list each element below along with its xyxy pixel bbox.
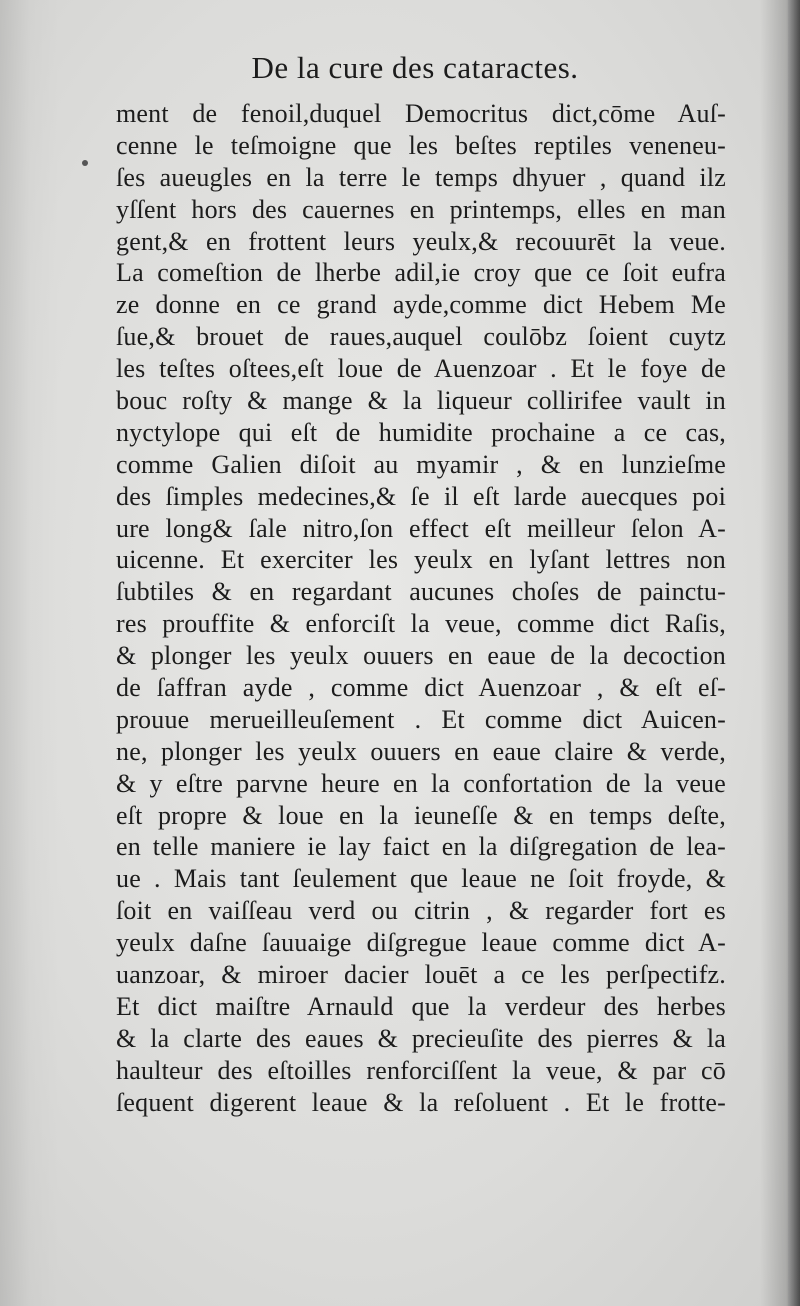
ink-mark [82,160,88,166]
text-line: en telle maniere ie lay faict en la diſgregation de lea- [116,832,726,862]
text-line: nyctylope qui eſt de humidite prochaine a ce cas, [116,417,726,447]
text-line: res prouffite & enforciſt la veue, comme dict Raſis, [116,609,726,639]
text-line: & y eſtre parvne heure en la confortation de la veue [116,768,726,798]
running-head: De la cure des cataractes. [251,50,579,85]
text-line: ſes aueugles en la terre le temps dhyuer , quand ilz [116,162,726,192]
text-line: des ſimples medecines,& ſe il eſt larde auecques poi [116,481,726,511]
text-line: La comeſtion de lherbe adil,ie croy que ce ſoit eufra [116,258,726,288]
text-line: yſſent hors des cauernes en printemps, elles en man [116,194,726,224]
text-line: comme Galien diſoit au myamir , & en lunzieſme [116,449,726,479]
text-line: ue . Mais tant ſeulement que leaue ne ſoit froyde, & [116,864,726,894]
text-line: & plonger les yeulx ouuers en eaue de la decoction [116,641,726,671]
text-line: ſubtiles & en regardant aucunes choſes de painctu- [116,577,726,607]
text-line: ſoit en vaiſſeau verd ou citrin , & regarder fort es [116,896,726,926]
text-line: ne, plonger les yeulx ouuers en eaue claire & verde, [116,736,726,766]
text-line: ſequent digerent leaue & la reſoluent . Et le frotte- [116,1087,726,1117]
text-line: prouue merueilleuſement . Et comme dict Auicen- [116,704,726,734]
text-line: les teſtes oſtees,eſt loue de Auenzoar . Et le foye de [116,354,726,384]
text-line: gent,& en frottent leurs yeulx,& recouurēt la veue. [116,226,726,256]
text-line: bouc roſty & mange & la liqueur collirifee vault in [116,386,726,416]
page-edge-shadow [788,0,800,1306]
text-line: ze donne en ce grand ayde,comme dict Hebem Me [116,290,726,320]
text-line: haulteur des eſtoilles renforciſſent la veue, & par cō [116,1055,726,1085]
text-line: uanzoar, & miroer dacier louēt a ce les perſpectifz. [116,960,726,990]
text-line: uicenne. Et exerciter les yeulx en lyſant lettres non [116,545,726,575]
text-line: Et dict maiſtre Arnauld que la verdeur des herbes [116,991,726,1021]
text-line: ſue,& brouet de raues,auquel coulōbz ſoient cuytz [116,322,726,352]
body-text [116,98,726,1119]
text-line: yeulx daſne ſauuaige diſgregue leaue comme dict A- [116,928,726,958]
text-line: & la clarte des eaues & precieuſite des pierres & la [116,1023,726,1053]
text-line: ment de fenoil,duquel Democritus dict,cōme Auſ- [116,99,726,128]
text-line: ure long& ſale nitro,ſon effect eſt meilleur ſelon A- [116,513,726,543]
text-line: de ſaffran ayde , comme dict Auenzoar , & eſt eſ- [116,673,726,703]
text-line: cenne le teſmoigne que les beſtes reptiles veneneu- [116,130,726,160]
text-line: eſt propre & loue en la ieuneſſe & en temps deſte, [116,800,726,830]
